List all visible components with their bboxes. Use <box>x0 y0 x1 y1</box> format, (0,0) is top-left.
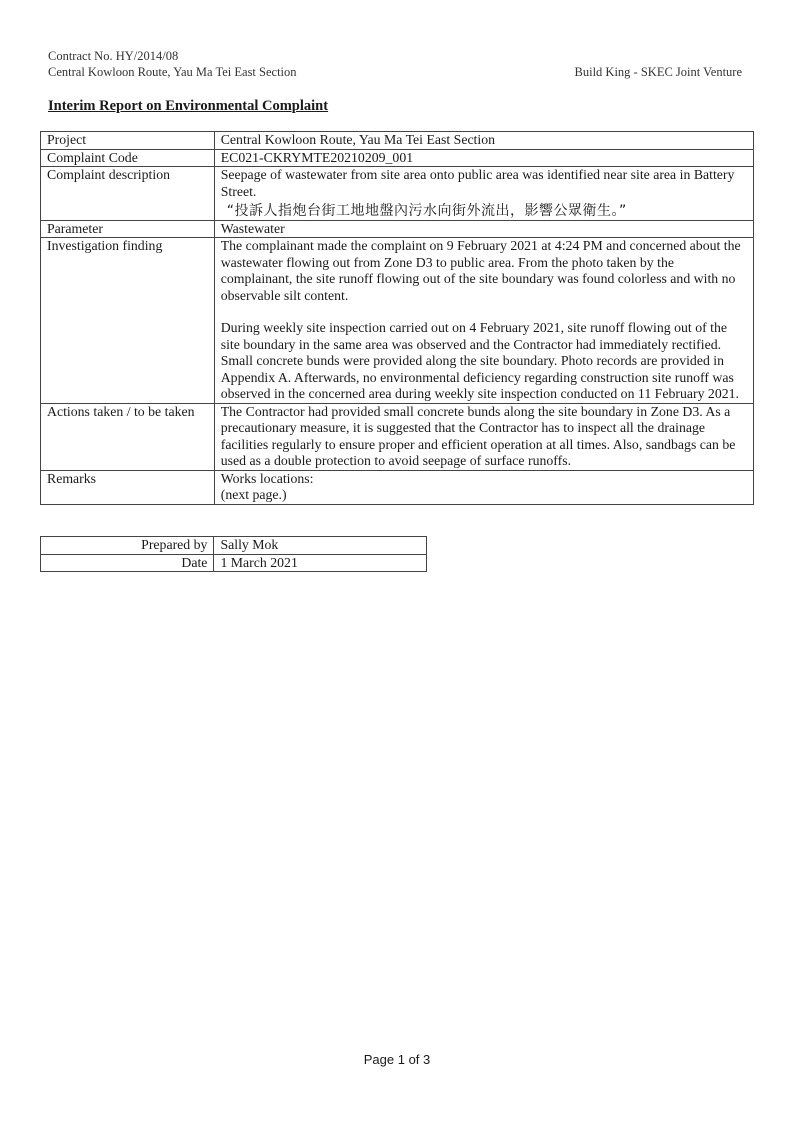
actions-value: The Contractor had provided small concrete bunds along the site boundary in Zone D3. As a precautionary measure, it is suggested that the Contractor has to inspect all the drainage facilities regularly to ensure proper and efficient operation at all times. Also, sandbags can be used as a double protection to avoid seepage of surface runoffs. <box>214 403 753 470</box>
row-investigation-finding <box>41 238 754 404</box>
parameter-label: Parameter <box>41 220 215 238</box>
signoff-table <box>40 536 427 572</box>
complaint-code-label: Complaint Code <box>41 149 215 167</box>
paragraph-gap <box>221 304 747 320</box>
actions-label: Actions taken / to be taken <box>41 403 215 470</box>
date-label: Date <box>41 554 214 572</box>
complaint-description-text: Seepage of wastewater from site area onto public area was identified near site area in Battery Street. <box>220 167 735 199</box>
prepared-by-label: Prepared by <box>41 537 214 555</box>
report-title: Interim Report on Environmental Complaint <box>48 98 329 114</box>
row-actions <box>41 403 754 470</box>
remarks-cell <box>214 470 753 504</box>
investigation-finding-label: Investigation finding <box>41 238 215 404</box>
contract-number: Contract No. HY/2014/08 <box>48 49 179 63</box>
project-value: Central Kowloon Route, Yau Ma Tei East Section <box>214 132 753 150</box>
remarks-label: Remarks <box>41 470 215 504</box>
project-label: Project <box>41 132 215 150</box>
row-date <box>41 554 427 572</box>
row-prepared-by <box>41 537 427 555</box>
complaint-code-value: EC021-CKRYMTE20210209_001 <box>214 149 753 167</box>
investigation-paragraph-2: During weekly site inspection carried out on 4 February 2021, site runoff flowing out of the site boundary in the same area was observed and the Contractor had immediately rectified. Small concrete bunds were provided along the site boundary. Photo records are provided in Appendix A. Afterwards, no environmental deficiency regarding construction site runoff was observed in the concerned area during weekly site inspection conducted on 11 February 2021. <box>220 320 739 401</box>
row-complaint-description <box>41 167 754 221</box>
prepared-by-value: Sally Mok <box>214 537 427 555</box>
parameter-value: Wastewater <box>214 220 753 238</box>
complaint-quote-chinese: “投訴人指炮台街工地地盤內污水向街外流出，影響公眾衛生。” <box>226 203 627 219</box>
complaint-description-cell <box>214 167 753 221</box>
row-complaint-code <box>41 149 754 167</box>
row-parameter <box>41 220 754 238</box>
row-remarks <box>41 470 754 504</box>
investigation-paragraph-1: The complainant made the complaint on 9 February 2021 at 4:24 PM and concerned about the wastewater flowing out from Zone D3 to public area. From the photo taken by the complainant, the site runoff flowing out of the site boundary was found colorless and with no observable silt content. <box>220 238 741 303</box>
complaint-table <box>40 131 754 505</box>
page-header <box>48 48 746 80</box>
page-number: Page 1 of 3 <box>363 1052 431 1067</box>
remarks-line-2: (next page.) <box>220 487 287 502</box>
investigation-finding-cell <box>214 238 753 404</box>
contractor-name: Build King - SKEC Joint Venture <box>574 65 742 79</box>
date-value: 1 March 2021 <box>214 554 427 572</box>
row-project <box>41 132 754 150</box>
complaint-description-label: Complaint description <box>41 167 215 221</box>
project-section: Central Kowloon Route, Yau Ma Tei East Section <box>48 65 297 79</box>
remarks-line-1: Works locations: <box>220 470 314 486</box>
